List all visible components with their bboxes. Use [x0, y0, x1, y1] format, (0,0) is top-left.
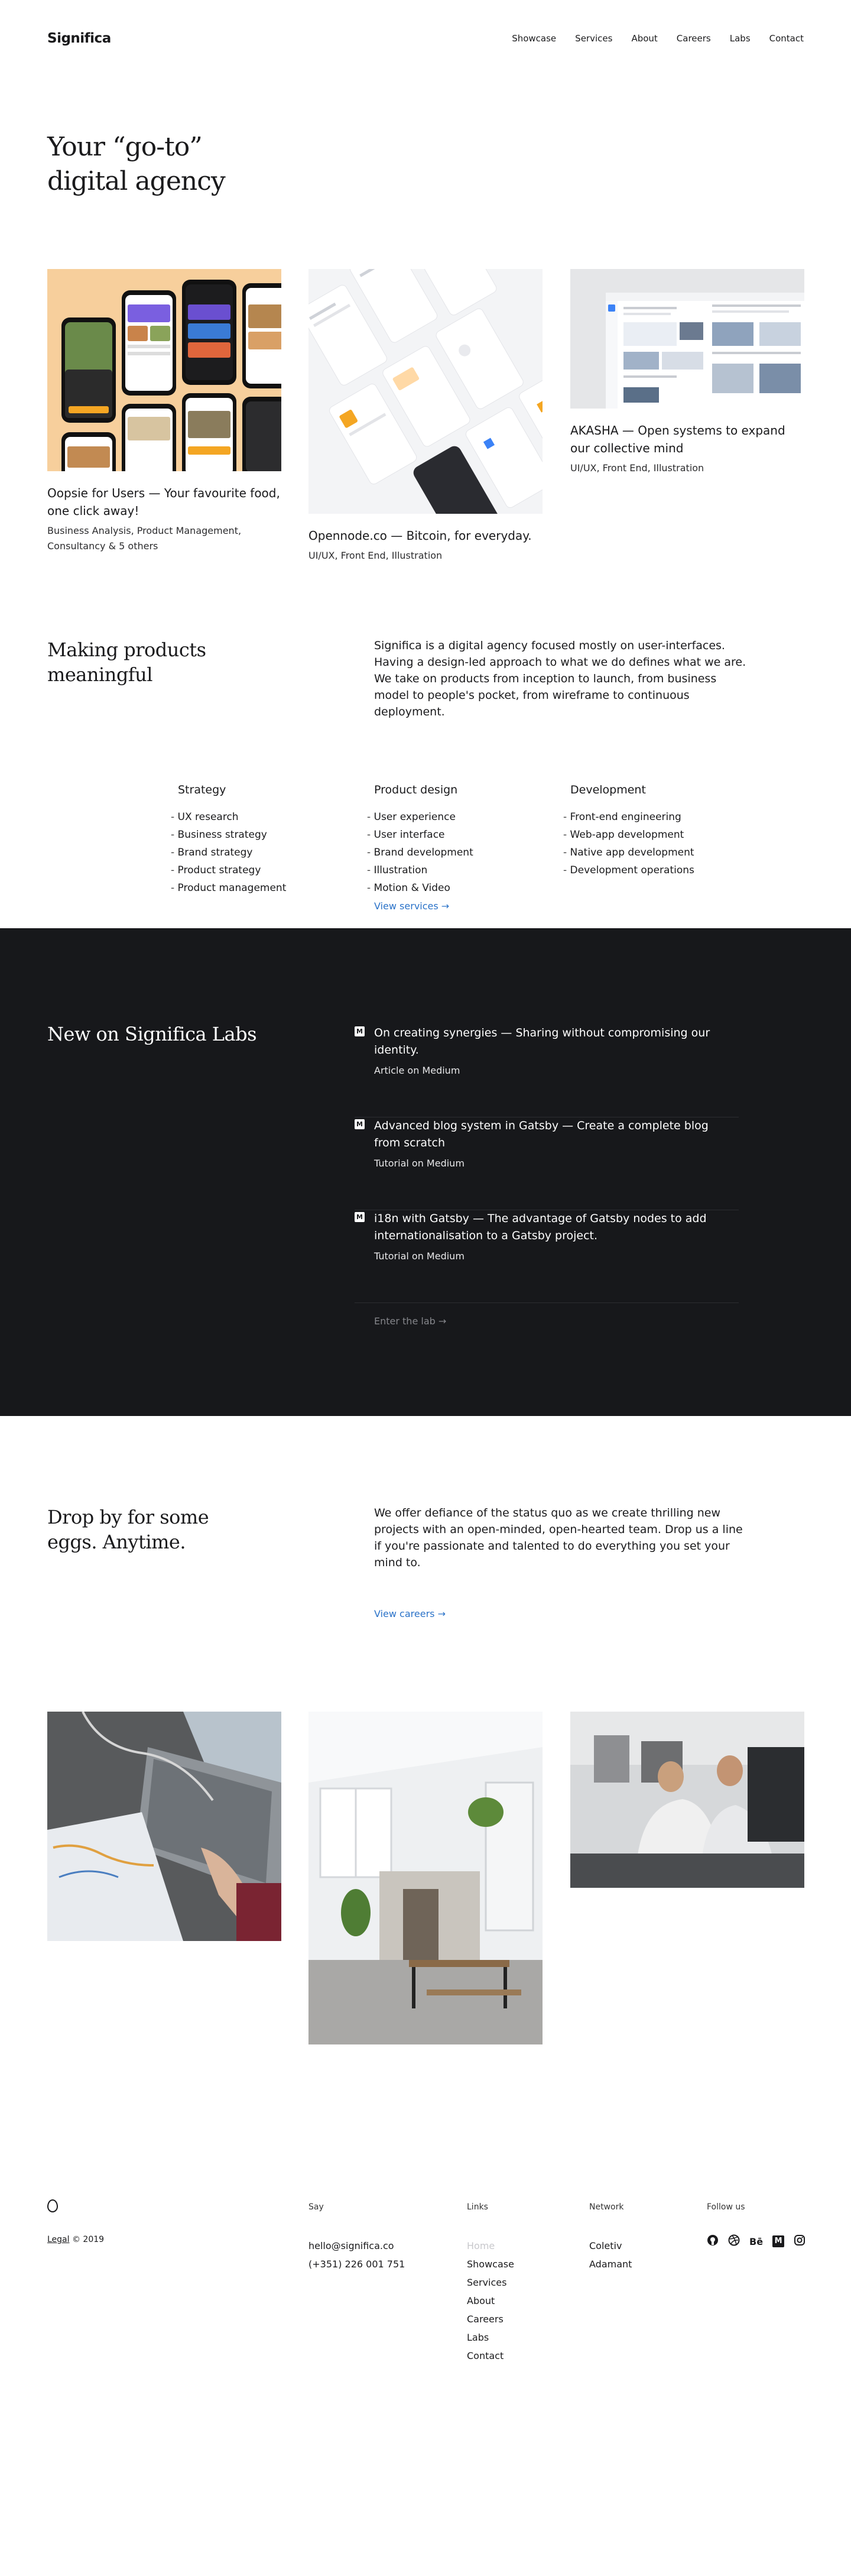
footer-link-about[interactable]: About [467, 2295, 495, 2306]
project-title[interactable]: Oopsie for Users — Your favourite food, one click away! [47, 486, 280, 518]
footer-follow-title: Follow us [707, 2202, 745, 2212]
project-thumbnail-opennode[interactable] [308, 269, 543, 514]
project-title[interactable]: AKASHA — Open systems to expand our collective mind [570, 423, 785, 455]
footer-link-showcase[interactable]: Showcase [467, 2259, 514, 2270]
footer-link-home[interactable]: Home [467, 2240, 495, 2251]
footer-link-labs[interactable]: Labs [467, 2332, 489, 2343]
view-careers-link[interactable]: View careers → [374, 1608, 446, 1619]
service-column-title: Product design [374, 783, 458, 796]
medium-icon: M [355, 1026, 365, 1036]
services-title: Making products meaningful [47, 639, 206, 686]
nav-careers[interactable]: Careers [676, 33, 711, 44]
services-intro: Significa is a digital agency focused mostly on user-interfaces. Having a design-led approach to what we do defines what we are. We take on products from inception to launch, from business model to people's pocket, from wireframe to continuous deployment. [374, 639, 746, 718]
project-thumbnail-akasha[interactable] [570, 269, 804, 409]
service-item: - Motion & Video [367, 879, 473, 897]
contact-phone-link[interactable]: (+351) 226 001 751 [308, 2259, 405, 2270]
footer-network [589, 2202, 632, 2273]
service-column-title: Strategy [178, 783, 226, 796]
project-card-oopsie[interactable] [47, 269, 281, 554]
github-icon[interactable] [707, 2234, 719, 2248]
phones-mockup-illustration [47, 269, 281, 471]
lab-article-title[interactable]: On creating synergies — Sharing without compromising our identity. [374, 1026, 710, 1057]
footer-link-contact[interactable]: Contact [467, 2350, 504, 2361]
site-footer [0, 2152, 851, 2430]
nav-showcase[interactable]: Showcase [512, 33, 557, 44]
nav-services[interactable]: Services [575, 33, 613, 44]
lab-article-source: Article on Medium [374, 1065, 460, 1076]
service-item: - User experience [367, 808, 473, 826]
service-item: - Web-app development [563, 826, 694, 844]
footer-link-careers[interactable]: Careers [467, 2313, 504, 2325]
dribbble-icon[interactable] [728, 2234, 740, 2248]
footer-follow [707, 2202, 805, 2248]
logo[interactable]: Significa [47, 31, 111, 46]
service-item: - Business strategy [171, 826, 286, 844]
services-section [0, 609, 851, 928]
service-item: - Product management [171, 879, 286, 897]
medium-icon: M [355, 1119, 365, 1129]
nav-labs[interactable]: Labs [729, 33, 751, 44]
legal-link[interactable]: Legal [47, 2235, 70, 2244]
hero [0, 77, 851, 269]
service-item: - Native app development [563, 844, 694, 861]
service-column-title: Development [570, 783, 646, 796]
enter-lab-link[interactable]: Enter the lab → [374, 1315, 447, 1327]
medium-icon: M [355, 1212, 365, 1222]
lab-article[interactable] [355, 1210, 739, 1303]
copyright-text: © 2019 [69, 2235, 105, 2244]
service-item: - Front-end engineering [563, 808, 694, 826]
lab-article-title[interactable]: Advanced blog system in Gatsby — Create a complete blog from scratch [374, 1119, 709, 1149]
contact-email-link[interactable]: hello@significa.co [308, 2240, 394, 2251]
hero-title [47, 130, 355, 199]
medium-icon-glyph: M [774, 2237, 782, 2246]
footer-say [308, 2202, 405, 2273]
lab-article-source: Tutorial on Medium [374, 1250, 465, 1262]
service-column-product-design [374, 783, 473, 897]
project-card-opennode[interactable] [308, 269, 543, 563]
instagram-icon[interactable] [794, 2234, 805, 2248]
network-link-coletiv[interactable]: Coletiv [589, 2240, 622, 2251]
nav-about[interactable]: About [631, 33, 658, 44]
nav-contact[interactable]: Contact [769, 33, 804, 44]
footer-say-title: Say [308, 2202, 324, 2212]
footer-logo-icon[interactable] [47, 2199, 58, 2212]
project-tags: Business Analysis, Product Management, Consultancy & 5 others [47, 525, 242, 552]
view-services-link[interactable]: View services → [374, 900, 450, 912]
service-item: - Development operations [563, 861, 694, 879]
network-link-adamant[interactable]: Adamant [589, 2259, 632, 2270]
service-column-development [570, 783, 694, 879]
lab-article[interactable] [355, 1025, 739, 1117]
service-item: - Brand strategy [171, 844, 286, 861]
photo-office-interior [308, 1712, 543, 2044]
labs-title: New on Significa Labs [47, 1023, 257, 1045]
project-tags: UI/UX, Front End, Illustration [570, 462, 704, 474]
site-header [0, 0, 851, 77]
photo-laptop-desk [47, 1712, 281, 1941]
main-nav [512, 33, 804, 44]
legal-copyright [47, 2235, 104, 2244]
service-item: - Product strategy [171, 861, 286, 879]
project-title[interactable]: Opennode.co — Bitcoin, for everyday. [308, 529, 532, 543]
service-item: - UX research [171, 808, 286, 826]
service-item: - Brand development [367, 844, 473, 861]
footer-links-title: Links [467, 2202, 488, 2212]
footer-links [467, 2202, 514, 2365]
service-item: - User interface [367, 826, 473, 844]
labs-section [0, 928, 851, 1416]
behance-icon[interactable]: Bē [749, 2235, 764, 2247]
photo-team-working [570, 1712, 804, 1888]
footer-network-title: Network [589, 2202, 624, 2212]
project-card-akasha[interactable] [570, 269, 804, 476]
service-item: - Illustration [367, 861, 473, 879]
careers-title: Drop by for some eggs. Anytime. [47, 1506, 209, 1553]
office-photos [0, 1712, 851, 2152]
lab-article-title[interactable]: i18n with Gatsby — The advantage of Gatsby nodes to add internationalisation to a Gatsby project. [374, 1212, 707, 1242]
project-tags: UI/UX, Front End, Illustration [308, 550, 443, 561]
lab-article-source: Tutorial on Medium [374, 1158, 465, 1169]
careers-intro: We offer defiance of the status quo as we create thrilling new projects with an open-minded, open-hearted team. Drop us a line if you're passionate and talented to do everything you set your mind to. [374, 1506, 743, 1569]
hero-title-line2: digital agency [47, 166, 225, 196]
medium-icon[interactable] [772, 2235, 784, 2247]
app-screens-illustration [570, 269, 804, 409]
service-column-strategy [178, 783, 286, 897]
projects-showcase [0, 269, 851, 609]
project-thumbnail-oopsie[interactable] [47, 269, 281, 471]
lab-article[interactable] [355, 1117, 739, 1210]
footer-link-services[interactable]: Services [467, 2277, 507, 2288]
hero-title-line1: Your “go-to” [47, 132, 202, 162]
isometric-screens-illustration [308, 269, 543, 514]
careers-section [0, 1416, 851, 1712]
